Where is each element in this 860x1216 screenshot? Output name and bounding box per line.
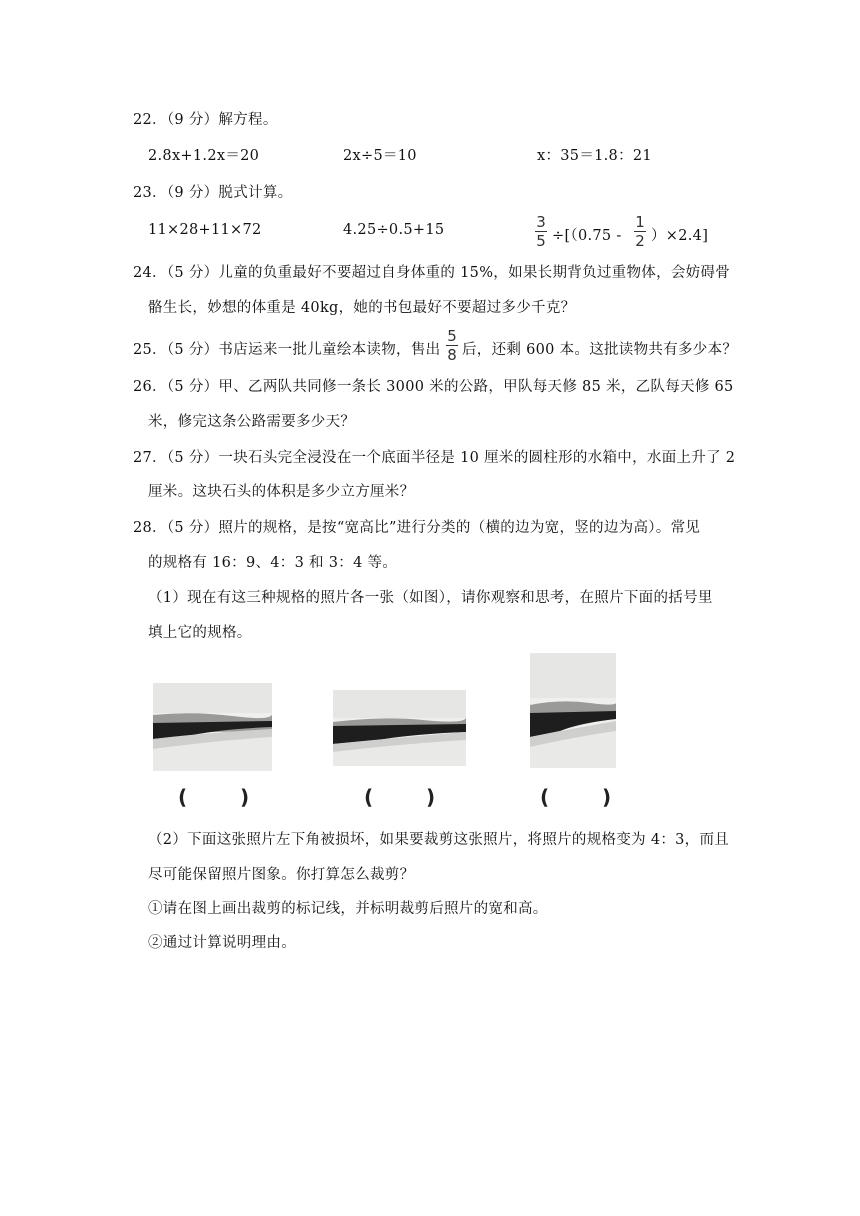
q28-step-1: ①请在图上画出裁剪的标记线，并标明裁剪后照片的宽和高。 (148, 901, 548, 917)
q27-line-1: 27．（5 分）一块石头完全浸没在一个底面半径是 10 厘米的圆柱形的水箱中，水面上升了 2 (133, 450, 736, 466)
q25-text-before: 25．（5 分）书店运来一批儿童绘本读物，售出 (133, 342, 441, 358)
answer-paren-3-left: ( (540, 785, 550, 809)
q22-header: 22．（9 分）解方程。 (133, 112, 278, 128)
q28-line-1: 28．（5 分）照片的规格，是按“宽高比”进行分类的（横的边为宽，竖的边为高）。常见 (133, 520, 701, 536)
q28-sub1-line-2: 填上它的规格。 (148, 625, 252, 641)
q22-equation-3: x：35＝1.8：21 (537, 148, 652, 164)
q22-equation-2: 2x÷5＝10 (343, 148, 417, 164)
q27-line-2: 厘米。这块石头的体积是多少立方厘米？ (148, 484, 415, 500)
answer-paren-2-right: ) (426, 785, 436, 809)
fraction-1-2: 1 2 (635, 213, 645, 250)
answer-paren-1-left: ( (178, 785, 188, 809)
q25-text-after: 后，还剩 600 本。这批读物共有多少本？ (462, 342, 738, 358)
answer-paren-3-right: ) (602, 785, 612, 809)
q24-line-2: 骼生长，妙想的体重是 40kg，她的书包最好不要超过多少千克？ (148, 300, 576, 316)
q28-line-2: 的规格有 16：9、4：3 和 3：4 等。 (148, 555, 398, 571)
q23-expression-3-middle: ÷[（0.75 - (552, 228, 622, 244)
q23-header: 23．（9 分）脱式计算。 (133, 185, 293, 201)
fraction-5-8: 5 8 (447, 327, 457, 364)
q26-line-2: 米，修完这条公路需要多少天？ (148, 414, 356, 430)
fraction-3-5: 3 5 (536, 213, 546, 250)
q28-step-2: ②通过计算说明理由。 (148, 935, 296, 951)
q28-sub1-line-1: （1）现在有这三种规格的照片各一张（如图），请你观察和思考，在照片下面的括号里 (148, 590, 713, 606)
q22-equation-1: 2.8x+1.2x＝20 (148, 148, 260, 164)
answer-paren-2-left: ( (364, 785, 374, 809)
q28-sub2-line-2: 尽可能保留照片图象。你打算怎么裁剪？ (148, 867, 415, 883)
q23-expression-3-end: ）×2.4] (651, 228, 709, 244)
answer-paren-1-right: ) (240, 785, 250, 809)
q28-sub2-line-1: （2）下面这张照片左下角被损坏，如果要裁剪这张照片，将照片的规格变为 4：3，而且 (148, 832, 730, 848)
q23-expression-1: 11×28+11×72 (148, 222, 262, 238)
landscape-photo-2 (333, 690, 466, 766)
q23-expression-2: 4.25÷0.5+15 (343, 222, 445, 238)
landscape-photo-3 (530, 653, 616, 768)
q24-line-1: 24．（5 分）儿童的负重最好不要超过自身体重的 15%，如果长期背负过重物体，会妨碍骨 (133, 265, 731, 281)
landscape-photo-1 (153, 683, 272, 771)
q26-line-1: 26．（5 分）甲、乙两队共同修一条长 3000 米的公路，甲队每天修 85 米，乙队每天修 65 (133, 379, 734, 395)
